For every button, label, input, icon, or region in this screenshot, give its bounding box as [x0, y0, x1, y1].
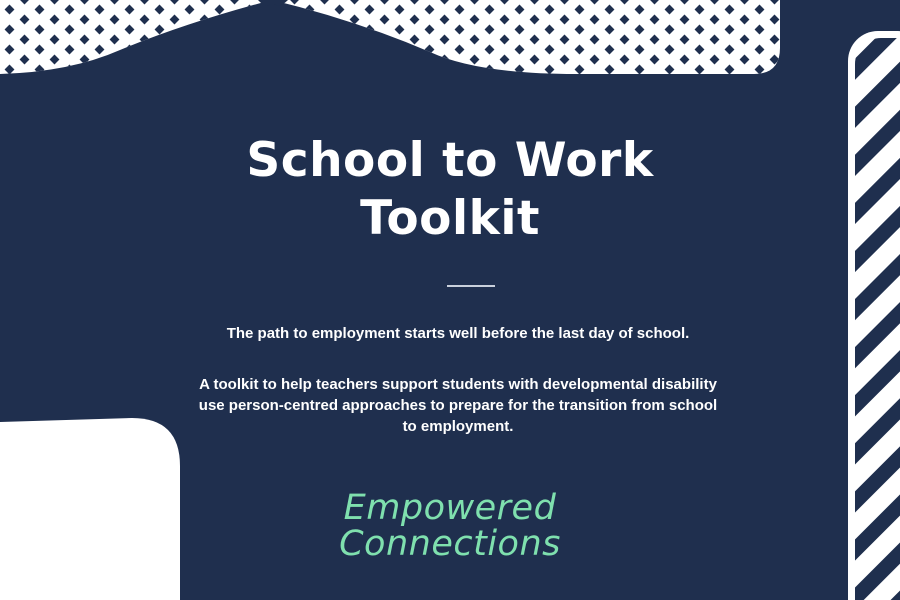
logo-line-1: Empowered [343, 488, 557, 528]
tagline: The path to employment starts well before the last day of school. [226, 325, 690, 342]
title-line-2: Toolkit [360, 191, 540, 246]
bottom-left-block [0, 418, 180, 600]
right-striped-pill [780, 0, 900, 600]
top-dotted-band [0, 0, 780, 74]
page-title [150, 132, 750, 248]
empowered-connections-logo [300, 490, 600, 562]
description: A toolkit to help teachers support students with developmental disability use person-centred approaches to prepare for the transition from school to employment. [198, 376, 718, 435]
title-divider [447, 285, 495, 287]
logo-line-2: Connections [339, 524, 561, 564]
title-line-1: School to Work [246, 133, 654, 188]
